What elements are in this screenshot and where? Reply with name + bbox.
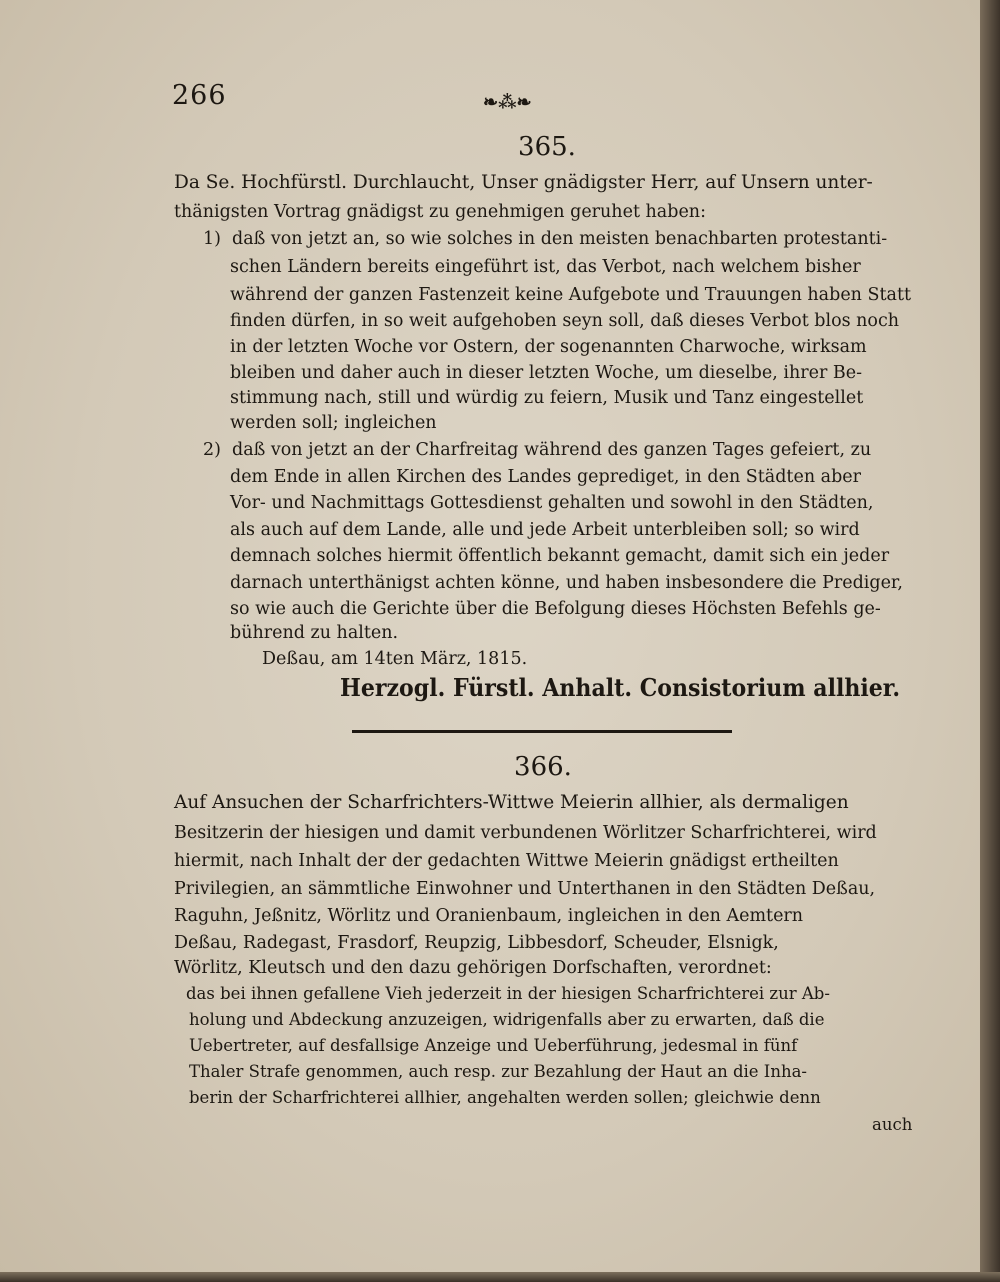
text-line: bleiben und daher auch in dieser letzten Woche, um dieselbe, ihrer Be- <box>230 363 862 383</box>
text-line: Raguhn, Jeßnitz, Wörlitz und Oranienbaum, ingleichen in den Aemtern <box>174 906 804 926</box>
list-label-2: 2) <box>203 440 221 460</box>
text-line: das bei ihnen gefallene Vieh jederzeit in der hiesigen Scharfrichterei zur Ab- <box>186 984 830 1003</box>
list-label-1: 1) <box>203 229 221 249</box>
text-line: als auch auf dem Lande, alle und jede Arbeit unterbleiben soll; so wird <box>230 520 860 540</box>
text-line: so wie auch die Gerichte über die Befolgung dieses Höchsten Befehls ge- <box>230 599 881 619</box>
dateline: Deßau, am 14ten März, 1815. <box>262 649 528 669</box>
text-line: werden soll; ingleichen <box>230 413 437 433</box>
text-line: während der ganzen Fastenzeit keine Aufgebote und Trauungen haben Statt <box>230 285 912 305</box>
text-line: daß von jetzt an der Charfreitag während des ganzen Tages gefeiert, zu <box>232 440 872 460</box>
text-line: Vor- und Nachmittags Gottesdienst gehalten und sowohl in den Städten, <box>230 493 874 513</box>
section-divider <box>352 730 732 733</box>
text-line: Uebertreter, auf desfallsige Anzeige und Ueberführung, jedesmal in fünf <box>189 1036 798 1055</box>
text-line: Da Se. Hochfürstl. Durchlaucht, Unser gnädigster Herr, auf Unsern unter- <box>174 172 873 193</box>
text-line: thänigsten Vortrag gnädigst zu genehmigen geruhet haben: <box>174 202 706 222</box>
page-edge-bottom <box>0 1272 1000 1282</box>
text-line: Thaler Strafe genommen, auch resp. zur Bezahlung der Haut an die Inha- <box>189 1062 807 1081</box>
page-edge-right <box>980 0 1000 1282</box>
section-number-365: 365. <box>518 132 576 162</box>
text-line: holung und Abdeckung anzuzeigen, widrigenfalls aber zu erwarten, daß die <box>189 1010 825 1029</box>
text-line: stimmung nach, still und würdig zu feiern, Musik und Tanz eingestellet <box>230 388 864 408</box>
catchword: auch <box>872 1115 913 1134</box>
header-ornament: ❧⁂❧ <box>483 92 532 113</box>
text-line: bührend zu halten. <box>230 623 399 643</box>
text-line: Auf Ansuchen der Scharfrichters-Wittwe Meierin allhier, als dermaligen <box>174 792 849 813</box>
section-number-366: 366. <box>514 752 572 782</box>
page-number: 266 <box>172 80 227 111</box>
text-line: Privilegien, an sämmtliche Einwohner und Unterthanen in den Städten Deßau, <box>174 879 876 899</box>
text-line: hiermit, nach Inhalt der der gedachten Wittwe Meierin gnädigst ertheilten <box>174 851 839 871</box>
text-line: Deßau, Radegast, Frasdorf, Reupzig, Libbesdorf, Scheuder, Elsnigk, <box>174 933 779 953</box>
text-line: schen Ländern bereits eingeführt ist, das Verbot, nach welchem bisher <box>230 257 861 277</box>
text-line: Wörlitz, Kleutsch und den dazu gehörigen Dorfschaften, verordnet: <box>174 958 772 978</box>
text-line: darnach unterthänigst achten könne, und haben insbesondere die Prediger, <box>230 573 903 593</box>
text-line: daß von jetzt an, so wie solches in den meisten benachbarten protestanti- <box>232 229 888 249</box>
signature: Herzogl. Fürstl. Anhalt. Consistorium allhier. <box>340 673 901 702</box>
text-line: in der letzten Woche vor Ostern, der sogenannten Charwoche, wirksam <box>230 337 867 357</box>
text-line: dem Ende in allen Kirchen des Landes geprediget, in den Städten aber <box>230 467 862 487</box>
text-line: Besitzerin der hiesigen und damit verbundenen Wörlitzer Scharfrichterei, wird <box>174 823 877 843</box>
text-line: finden dürfen, in so weit aufgehoben seyn soll, daß dieses Verbot blos noch <box>230 311 900 331</box>
text-line: demnach solches hiermit öffentlich bekannt gemacht, damit sich ein jeder <box>230 546 890 566</box>
text-line: berin der Scharfrichterei allhier, angehalten werden sollen; gleichwie denn <box>189 1088 821 1107</box>
